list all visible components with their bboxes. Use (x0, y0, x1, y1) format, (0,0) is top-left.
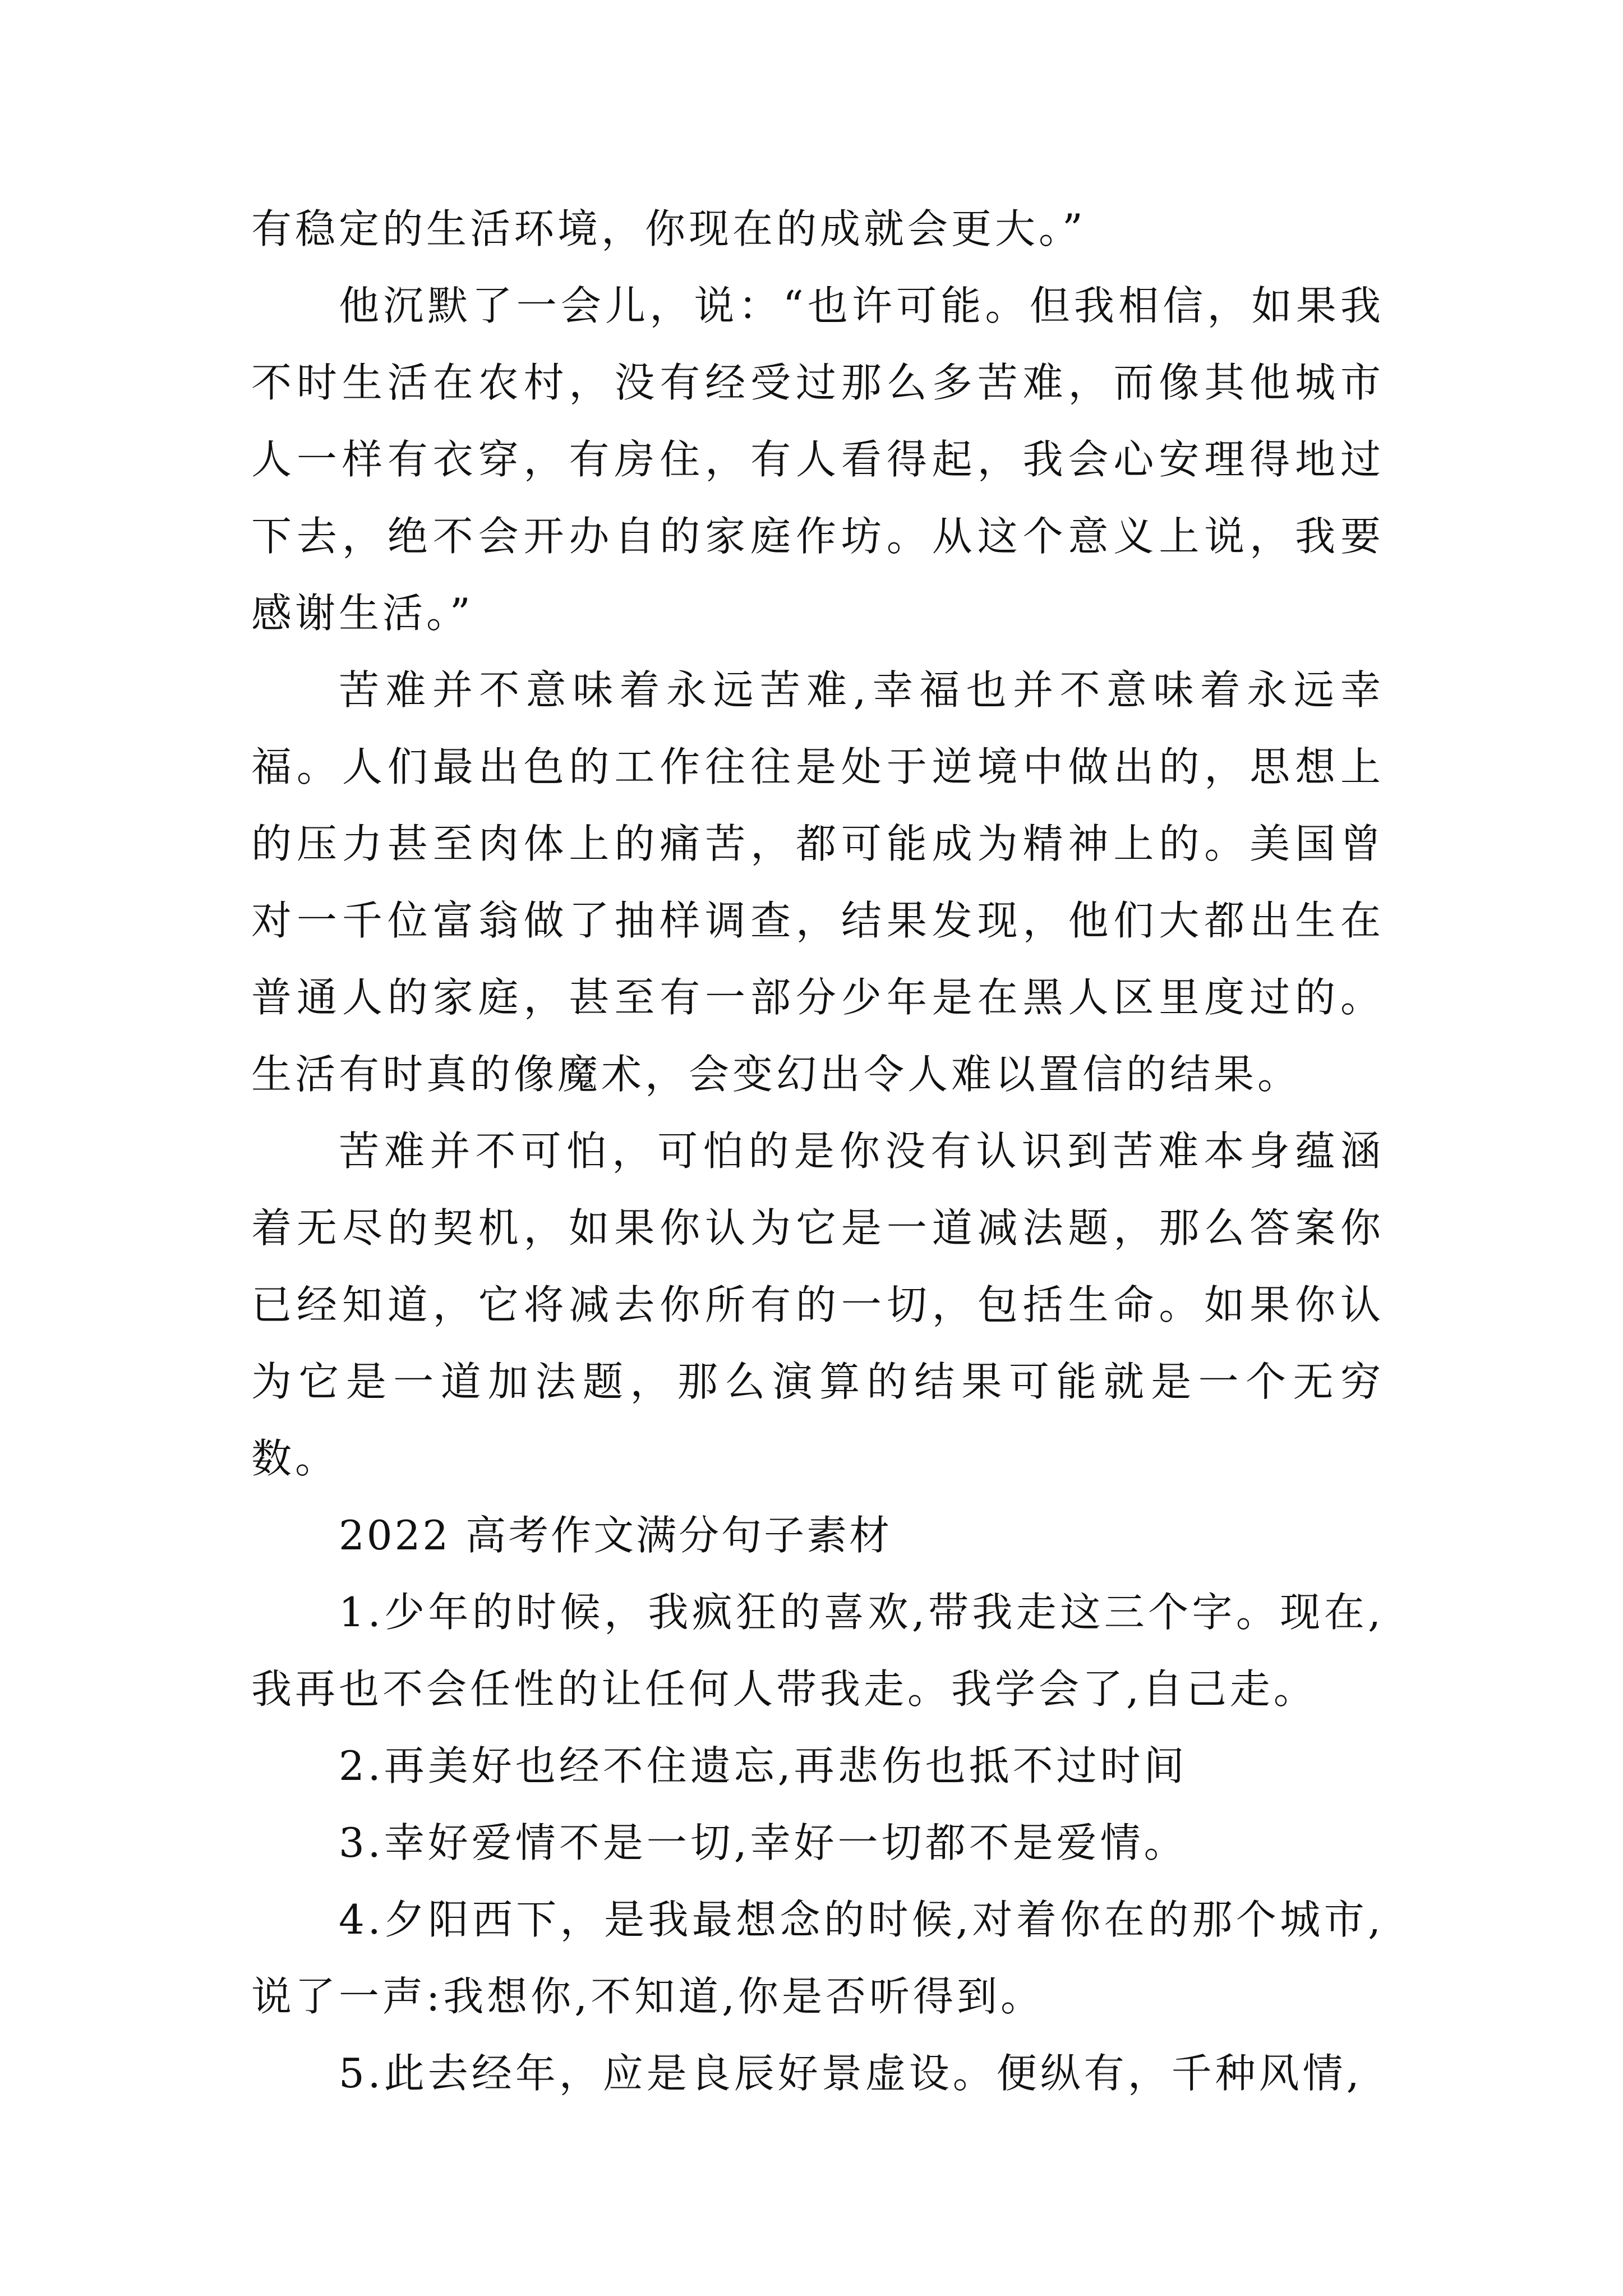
list-item: 5.此去经年，应是良辰好景虚设。便纵有，千种风情, (339, 2050, 1363, 2097)
paragraph-dialogue: 他沉默了一会儿，说：“也许可能。但我相信，如果我不时生活在农村，没有经受过那么多苦难，而像其他城市人一样有衣穿，有房住，有人看得起，我会心安理得地过下去，绝不会开办自的家庭作坊。从这个意义上说，我要感谢生活。” (251, 282, 1384, 637)
list-item: 4.夕阳西下，是我最想念的时候,对着你在的那个城市,说了一声:我想你,不知道,你是否听得到。 (251, 1896, 1384, 2020)
paragraph-hardship: 苦难并不意味着永远苦难,幸福也并不意味着永远幸福。人们最出色的工作往往是处于逆境中做出的，思想上的压力甚至肉体上的痛苦，都可能成为精神上的。美国曾对一千位富翁做了抽样调查，结果发现，他们大都出生在普通人的家庭，甚至有一部分少年是在黑人区里度过的。生活有时真的像魔术，会变幻出令人难以置信的结果。 (251, 666, 1384, 1098)
document-body (251, 191, 1384, 2112)
section-title: 2022 高考作文满分句子素材 (339, 1512, 892, 1559)
list-item: 3.幸好爱情不是一切,幸好一切都不是爱情。 (339, 1819, 1188, 1866)
paragraph-conclusion: 苦难并不可怕，可怕的是你没有认识到苦难本身蕴涵着无尽的契机，如果你认为它是一道减法题，那么答案你已经知道，它将减去你所有的一切，包括生命。如果你认为它是一道加法题，那么演算的结果可能就是一个无穷数。 (251, 1128, 1384, 1482)
list-item: 1.少年的时候，我疯狂的喜欢,带我走这三个字。现在,我再也不会任性的让任何人带我走。我学会了,自己走。 (251, 1589, 1384, 1713)
paragraph-continuation: 有稳定的生活环境，你现在的成就会更大。” (251, 205, 1086, 252)
list-item: 2.再美好也经不住遗忘,再悲伤也抵不过时间 (339, 1742, 1188, 1789)
